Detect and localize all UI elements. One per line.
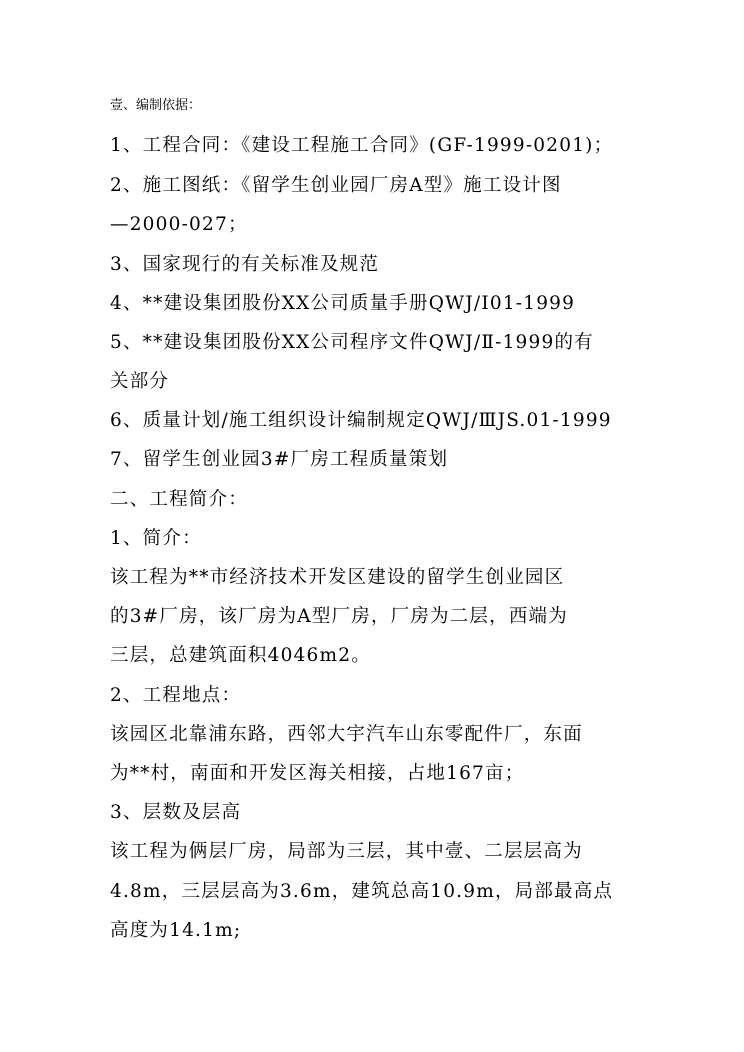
text-line: 为**村，南面和开发区海关相接，占地167亩；: [110, 763, 525, 784]
text-line: 该工程为俩层厂房，局部为三层，其中壹、二层层高为: [110, 841, 583, 862]
text-line: 2、施工图纸：《留学生创业园厂房A型》施工设计图: [110, 175, 562, 196]
subsection-title: 3、层数及层高: [110, 802, 242, 823]
text-line: —2000-027；: [110, 214, 248, 235]
text-line: 5、**建设集团股份XX公司程序文件QWJ/Ⅱ-1999的有: [110, 332, 594, 353]
text-line: 7、留学生创业园3#厂房工程质量策划: [110, 449, 449, 470]
section-heading: 壹、编制依据：: [110, 98, 202, 113]
text-line: 6、质量计划/施工组织设计编制规定QWJ/ⅢJS.01-1999: [110, 410, 612, 431]
subsection-title: 2、工程地点：: [110, 685, 242, 706]
text-line: 高度为14.1m;: [110, 920, 242, 941]
text-line: 三层，总建筑面积4046m2。: [110, 645, 371, 666]
text-line: 1、工程合同：《建设工程施工合同》(GF-1999-0201)；: [110, 135, 614, 156]
text-line: 3、国家现行的有关标准及规范: [110, 254, 380, 275]
text-line: 该工程为**市经济技术开发区建设的留学生创业园区: [110, 567, 565, 588]
text-line: 关部分: [110, 371, 170, 392]
text-line: 的3#厂房，该厂房为A型厂房，厂房为二层，西端为: [110, 606, 568, 627]
text-line: 该园区北靠浦东路，西邻大宇汽车山东零配件厂，东面: [110, 724, 583, 745]
text-line: 4、**建设集团股份XX公司质量手册QWJ/Ⅰ01-1999: [110, 293, 576, 314]
subsection-title: 1、简介：: [110, 528, 202, 549]
section-title: 二、工程简介：: [110, 489, 248, 510]
text-line: 4.8m，三层层高为3.6m，建筑总高10.9m，局部最高点: [110, 881, 614, 902]
